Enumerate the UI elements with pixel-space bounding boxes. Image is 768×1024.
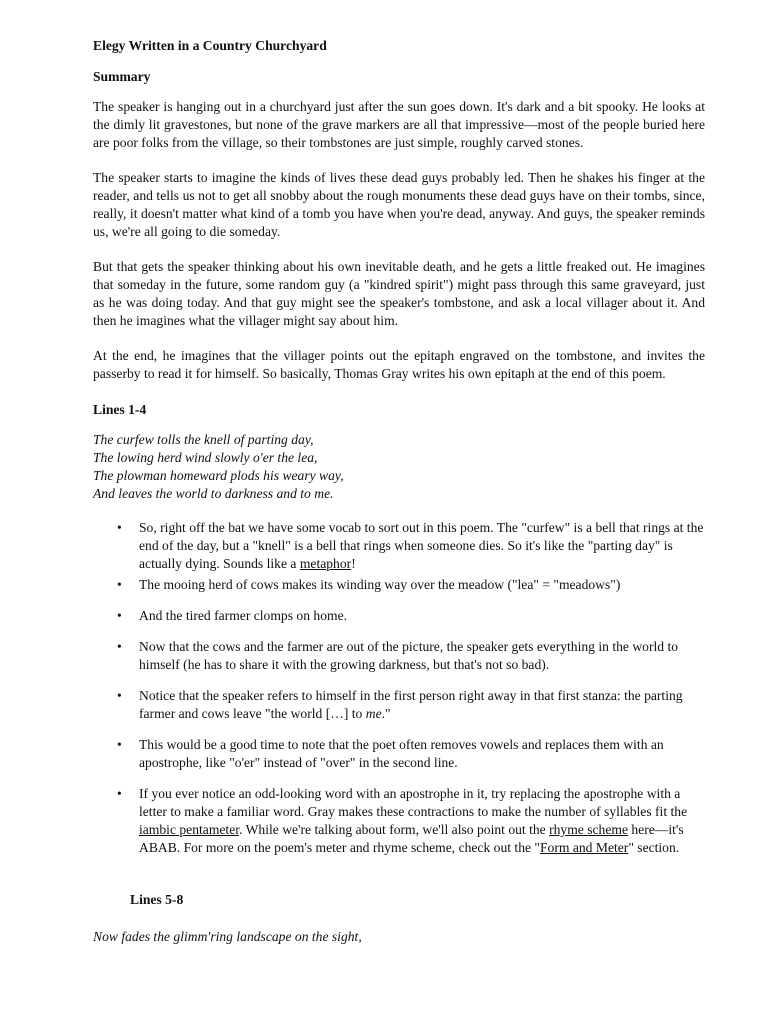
bullet-item [93,638,705,674]
bullet-item [93,785,705,857]
summary-paragraph: But that gets the speaker thinking about his own inevitable death, and he gets a little freaked out. He imagines that someday in the future, some random guy (a "kindred spirit") might pass through this same graveyard, just as he was doing today. And that guy might see the speaker's tombstone, and ask a local villager about it. And then he imagines what the villager might say about him. [93,259,705,328]
bullet-item [93,519,705,573]
poem-line: The plowman homeward plods his weary way, [93,468,344,483]
summary-paragraph: At the end, he imagines that the villager points out the epitaph engraved on the tombstone, and invites the passerby to read it for himself. So basically, Thomas Gray writes his own epitaph at the end of this poem. [93,348,705,381]
bullet-item [93,687,705,723]
poem-line: The lowing herd wind slowly o'er the lea, [93,450,318,465]
bullet-text: Now that the cows and the farmer are out of the picture, the speaker gets everything in the world to himself (he has to share it with the growing darkness, but that's not so bad). [139,639,679,672]
bullet-item [93,607,705,625]
bullet-text: " section. [628,840,680,855]
section-heading-lines-5-8: Lines 5-8 [130,892,184,907]
poem-line: Now fades the glimm'ring landscape on the sight, [93,929,362,944]
summary-paragraph: The speaker starts to imagine the kinds of lives these dead guys probably led. Then he shakes his finger at the reader, and tells us not to get all snobby about the rough monuments these dead guys have on their tombs, since, really, it doesn't matter what kind of a tomb you have when you're dead, anyway. And guys, the speaker reminds us, we're all going to die someday. [93,170,705,239]
bullet-text: . While we're talking about form, we'll also point out the [239,822,550,837]
summary-paragraph: The speaker is hanging out in a churchyard just after the sun goes down. It's dark and a bit spooky. He looks at the dimly lit gravestones, but none of the grave markers are all that impressive—most of the people buried here are poor folks from the village, so their tombstones are just simple, roughly carved stones. [93,99,705,150]
bullet-text: This would be a good time to note that the poet often removes vowels and replaces them with an apostrophe, like "o'er" instead of "over" in the second line. [139,737,664,770]
poem-excerpt [93,928,705,946]
bullet-text: And the tired farmer clomps on home. [139,608,348,623]
bullet-text: If you ever notice an odd-looking word with an apostrophe in it, try replacing the apostrophe with a letter to make a familiar word. Gray makes these contractions to make the number of syllables fit the [139,786,688,819]
form-and-meter-link[interactable]: Form and Meter [539,840,629,855]
poem-excerpt [93,431,705,503]
bullet-text: ." [381,706,391,721]
bullet-text: The mooing herd of cows makes its winding way over the meadow ("lea" = "meadows") [139,577,621,592]
bullet-text: So, right off the bat we have some vocab to sort out in this poem. The "curfew" is a bell that rings at the end of the day, but a "knell" is a bell that rings when someone dies. So it's like the "parting day" is actually dying. Sounds like a [139,520,704,571]
bullet-item [93,736,705,772]
summary-heading: Summary [93,69,151,84]
document-page [93,36,705,962]
bullet-text: Notice that the speaker refers to himself in the first person right away in that first stanza: the parting farmer and cows leave "the world […] to [139,688,683,721]
poem-line: And leaves the world to darkness and to me. [93,486,334,501]
bullet-text: here—it's ABAB. For more on the poem's meter and rhyme scheme, check out the " [139,822,684,855]
bullet-item [93,576,705,594]
bullet-emphasis: me [365,706,382,721]
section-spacer [93,870,705,890]
rhyme-scheme-link[interactable]: rhyme scheme [549,822,628,837]
section-heading-lines-1-4: Lines 1-4 [93,402,147,417]
analysis-bullet-list [93,519,705,857]
poem-line: The curfew tolls the knell of parting day, [93,432,314,447]
document-title: Elegy Written in a Country Churchyard [93,38,327,53]
metaphor-link[interactable]: metaphor [299,556,352,571]
iambic-pentameter-link[interactable]: iambic pentameter [139,822,240,837]
bullet-text: ! [351,556,356,571]
